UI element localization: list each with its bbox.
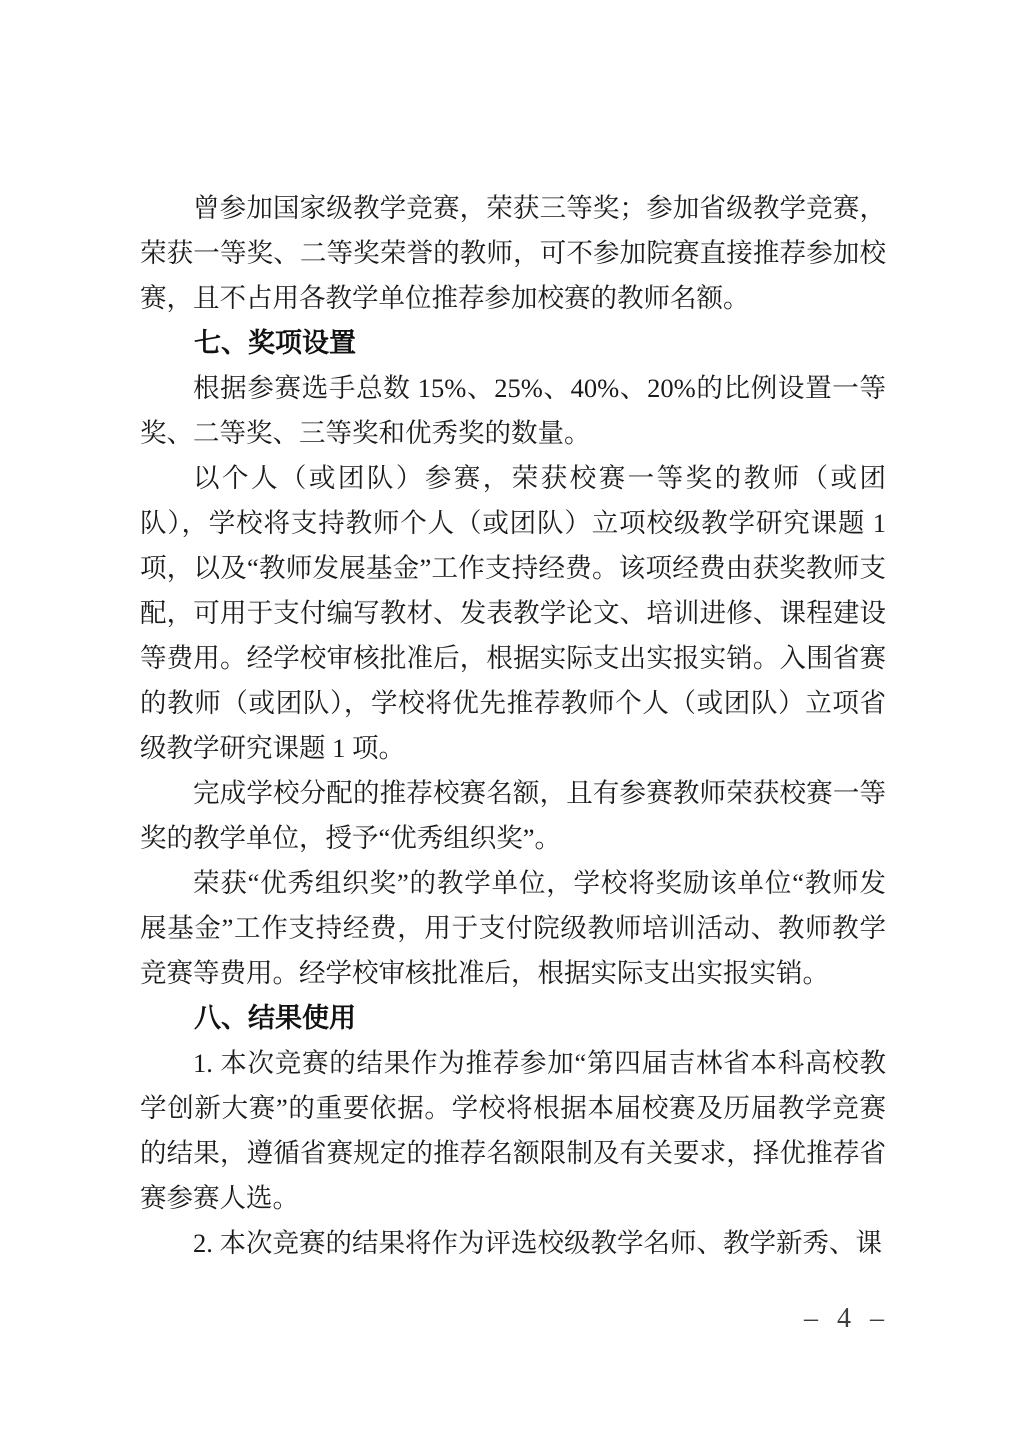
paragraph: 曾参加国家级教学竞赛，荣获三等奖；参加省级教学竞赛，荣获一等奖、二等奖荣誉的教师，可不参加院赛直接推荐参加校赛，且不占用各教学单位推荐参加校赛的教师名额。 — [140, 193, 886, 313]
page-number: – 4 – — [804, 1303, 890, 1334]
document-body — [140, 186, 886, 1266]
paragraph: 根据参赛选手总数 15%、25%、40%、20%的比例设置一等奖、二等奖、三等奖和优秀奖的数量。 — [140, 373, 886, 448]
paragraph: 以个人（或团队）参赛，荣获校赛一等奖的教师（或团队），学校将支持教师个人（或团队）立项校级教学研究课题 1 项，以及“教师发展基金”工作支持经费。该项经费由获奖教师支配，可用于支付编写教材、发表教学论文、培训进修、课程建设等费用。经学校审核批准后，根据实际支出实报实销。入围省赛的教师（或团队），学校将优先推荐教师个人（或团队）立项省级教学研究课题 1 项。 — [140, 463, 886, 763]
paragraph: 2. 本次竞赛的结果将作为评选校级教学名师、教学新秀、课 — [193, 1228, 882, 1258]
paragraph: 荣获“优秀组织奖”的教学单位，学校将奖励该单位“教师发展基金”工作支持经费，用于支付院级教师培训活动、教师教学竞赛等费用。经学校审核批准后，根据实际支出实报实销。 — [140, 868, 886, 988]
section-heading: 七、奖项设置 — [194, 328, 356, 358]
paragraph: 1. 本次竞赛的结果作为推荐参加“第四届吉林省本科高校教学创新大赛”的重要依据。学校将根据本届校赛及历届教学竞赛的结果，遵循省赛规定的推荐名额限制及有关要求，择优推荐省赛参赛人选。 — [140, 1048, 886, 1213]
paragraph: 完成学校分配的推荐校赛名额，且有参赛教师荣获校赛一等奖的教学单位，授予“优秀组织奖”。 — [140, 778, 886, 853]
section-heading: 八、结果使用 — [194, 1003, 356, 1033]
